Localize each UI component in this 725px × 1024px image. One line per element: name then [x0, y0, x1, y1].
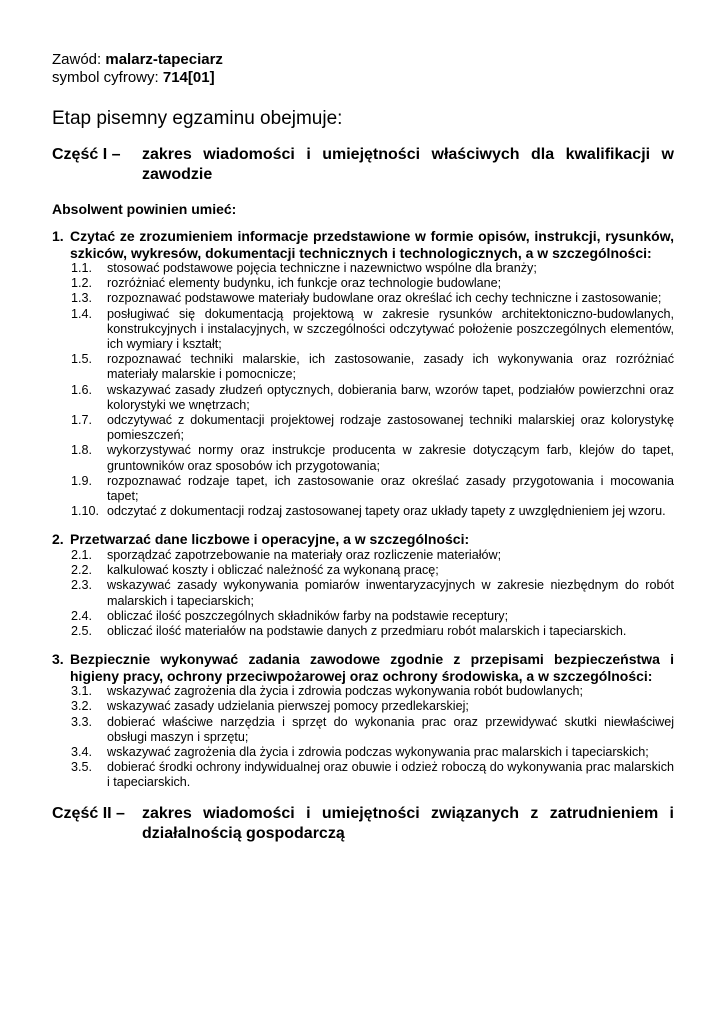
list-item [52, 291, 674, 306]
list-item [52, 699, 674, 714]
absolwent-heading: Absolwent powinien umieć: [52, 201, 237, 217]
list-item [52, 413, 674, 443]
item-text: wskazywać zagrożenia dla życia i zdrowia podczas wykonywania robót budowlanych; [107, 684, 583, 699]
list-item [52, 609, 674, 624]
item-number: 2.2. [71, 563, 93, 578]
list-item [52, 548, 674, 563]
zawod-value: malarz-tapeciarz [105, 51, 223, 68]
item-number: 3.3. [71, 714, 93, 729]
zawod-line [52, 51, 674, 69]
list-item [52, 261, 674, 276]
item-number: 2.1. [71, 547, 93, 562]
item-text: obliczać ilość materiałów na podstawie danych z przedmiaru robót malarskich i tapeciarskich. [107, 623, 627, 638]
list-item [52, 504, 674, 519]
item-number: 1.6. [71, 382, 93, 397]
list-item [52, 276, 674, 291]
section-number: 1. [52, 228, 64, 244]
item-number: 1.10. [71, 504, 100, 519]
item-number: 2.4. [71, 608, 93, 623]
section-number: 2. [52, 531, 64, 548]
list-item [52, 745, 674, 760]
item-text: sporządzać zapotrzebowanie na materiały oraz rozliczenie materiałów; [107, 547, 502, 562]
item-text: obliczać ilość poszczególnych składników farby na podstawie receptury; [107, 608, 509, 623]
item-text: dobierać właściwe narzędzia i sprzęt do wykonania prac oraz przewidywać skutki niewłaściwej obsługi maszyn i sprzętu; [107, 714, 674, 744]
item-text: wskazywać zasady złudzeń optycznych, dobierania barw, wzorów tapet, podziałów powierzchni oraz kolorystyki we wnętrzach; [107, 382, 674, 412]
section-2 [52, 531, 674, 639]
item-number: 1.1. [71, 261, 93, 275]
list-item [52, 578, 674, 608]
item-text: odczytywać z dokumentacji projektowej rodzaje zastosowanej techniki malarskiej oraz kolorystykę pomieszczeń; [107, 413, 674, 443]
list-item [52, 443, 674, 473]
section-number: 3. [52, 651, 64, 668]
item-number: 2.5. [71, 623, 93, 638]
item-number: 1.7. [71, 413, 93, 428]
list-item [52, 715, 674, 745]
list-item [52, 760, 674, 790]
item-number: 1.2. [71, 276, 93, 291]
section-heading [52, 651, 674, 684]
list-item [52, 474, 674, 504]
item-number: 1.8. [71, 443, 93, 458]
document-page [52, 51, 674, 844]
item-text: dobierać środki ochrony indywidualnej oraz obuwie i odzież roboczą do wykonywania prac malarskich i tapeciarskich. [107, 760, 674, 790]
symbol-label: symbol cyfrowy: [52, 69, 159, 86]
item-text: rozpoznawać podstawowe materiały budowlane oraz określać ich cechy techniczne i zastosowanie; [107, 291, 662, 306]
part-1-label: Część I – [52, 146, 121, 163]
list-item [52, 563, 674, 578]
list-item [52, 624, 674, 639]
part-1-text: zakres wiadomości i umiejętności właściwych dla kwalifikacji w zawodzie [142, 146, 674, 183]
item-number: 1.4. [71, 306, 93, 321]
item-number: 1.5. [71, 352, 93, 367]
item-text: rozpoznawać rodzaje tapet, ich zastosowanie oraz określać zasady przygotowania i mocowania tapet; [107, 473, 674, 504]
section-heading-text: Bezpiecznie wykonywać zadania zawodowe zgodnie z przepisami bezpieczeństwa i higieny pracy, ochrony przeciwpożarowej oraz ochrony środowiska, a w szczególności: [70, 651, 674, 684]
part-1-heading [52, 145, 674, 185]
section-heading-text: Czytać ze zrozumieniem informacje przedstawione w formie opisów, instrukcji, rysunków, szkiców, wykresów, dokumentacji technicznych i technologicznych, a w szczególności: [70, 228, 674, 261]
item-text: wskazywać zasady wykonywania pomiarów inwentaryzacyjnych w zakresie niezbędnym do robót malarskich i tapeciarskich; [107, 578, 674, 608]
part-2-text: zakres wiadomości i umiejętności związanych z zatrudnieniem i działalnością gospodarczą [142, 804, 674, 842]
part-2-heading [52, 804, 674, 844]
section-3 [52, 651, 674, 790]
item-number: 3.2. [71, 699, 93, 714]
item-number: 3.1. [71, 684, 93, 699]
symbol-line [52, 69, 674, 87]
item-number: 3.5. [71, 760, 93, 775]
section-1 [52, 228, 674, 519]
exam-intro: Etap pisemny egzaminu obejmuje: [52, 108, 343, 129]
list-item [52, 352, 674, 382]
symbol-value: 714[01] [162, 69, 215, 86]
item-number: 1.9. [71, 473, 93, 488]
item-text: wskazywać zagrożenia dla życia i zdrowia podczas wykonywania prac malarskich i tapeciarskich; [107, 744, 649, 759]
item-text: stosować podstawowe pojęcia techniczne i nazewnictwo wspólne dla branży; [107, 261, 537, 275]
section-heading [52, 531, 674, 548]
part-2-label: Część II – [52, 804, 125, 822]
item-text: posługiwać się dokumentacją projektową w zakresie rysunków architektoniczno-budowlanych, konstrukcyjnych i instalacyjnych, w szczególności odczytywać położenie poszczególnych elementów, ich wymiary i kształt; [107, 306, 674, 352]
item-number: 2.3. [71, 578, 93, 593]
section-heading-text: Przetwarzać dane liczbowe i operacyjne, a w szczególności: [70, 531, 470, 548]
item-number: 3.4. [71, 744, 93, 759]
section-heading [52, 228, 674, 261]
item-text: odczytać z dokumentacji rodzaj zastosowanej tapety oraz układy tapety z uwzględnieniem jej wzoru. [107, 504, 666, 519]
item-text: rozpoznawać techniki malarskie, ich zastosowanie, zasady ich wykonywania oraz rozróżniać materiały malarskie i pomocnicze; [107, 352, 674, 382]
item-number: 1.3. [71, 291, 93, 306]
list-item [52, 684, 674, 699]
item-text: wskazywać zasady udzielania pierwszej pomocy przedlekarskiej; [107, 699, 469, 714]
zawod-label: Zawód: [52, 51, 102, 68]
item-text: kalkulować koszty i obliczać należność za wykonaną pracę; [107, 563, 439, 578]
list-item [52, 307, 674, 353]
item-text: wykorzystywać normy oraz instrukcje producenta w zakresie dotyczącym farb, klejów do tapet, gruntowników oraz sposobów ich przygotowania; [107, 443, 674, 473]
item-text: rozróżniać elementy budynku, ich funkcje oraz technologie budowlane; [107, 276, 502, 291]
list-item [52, 383, 674, 413]
